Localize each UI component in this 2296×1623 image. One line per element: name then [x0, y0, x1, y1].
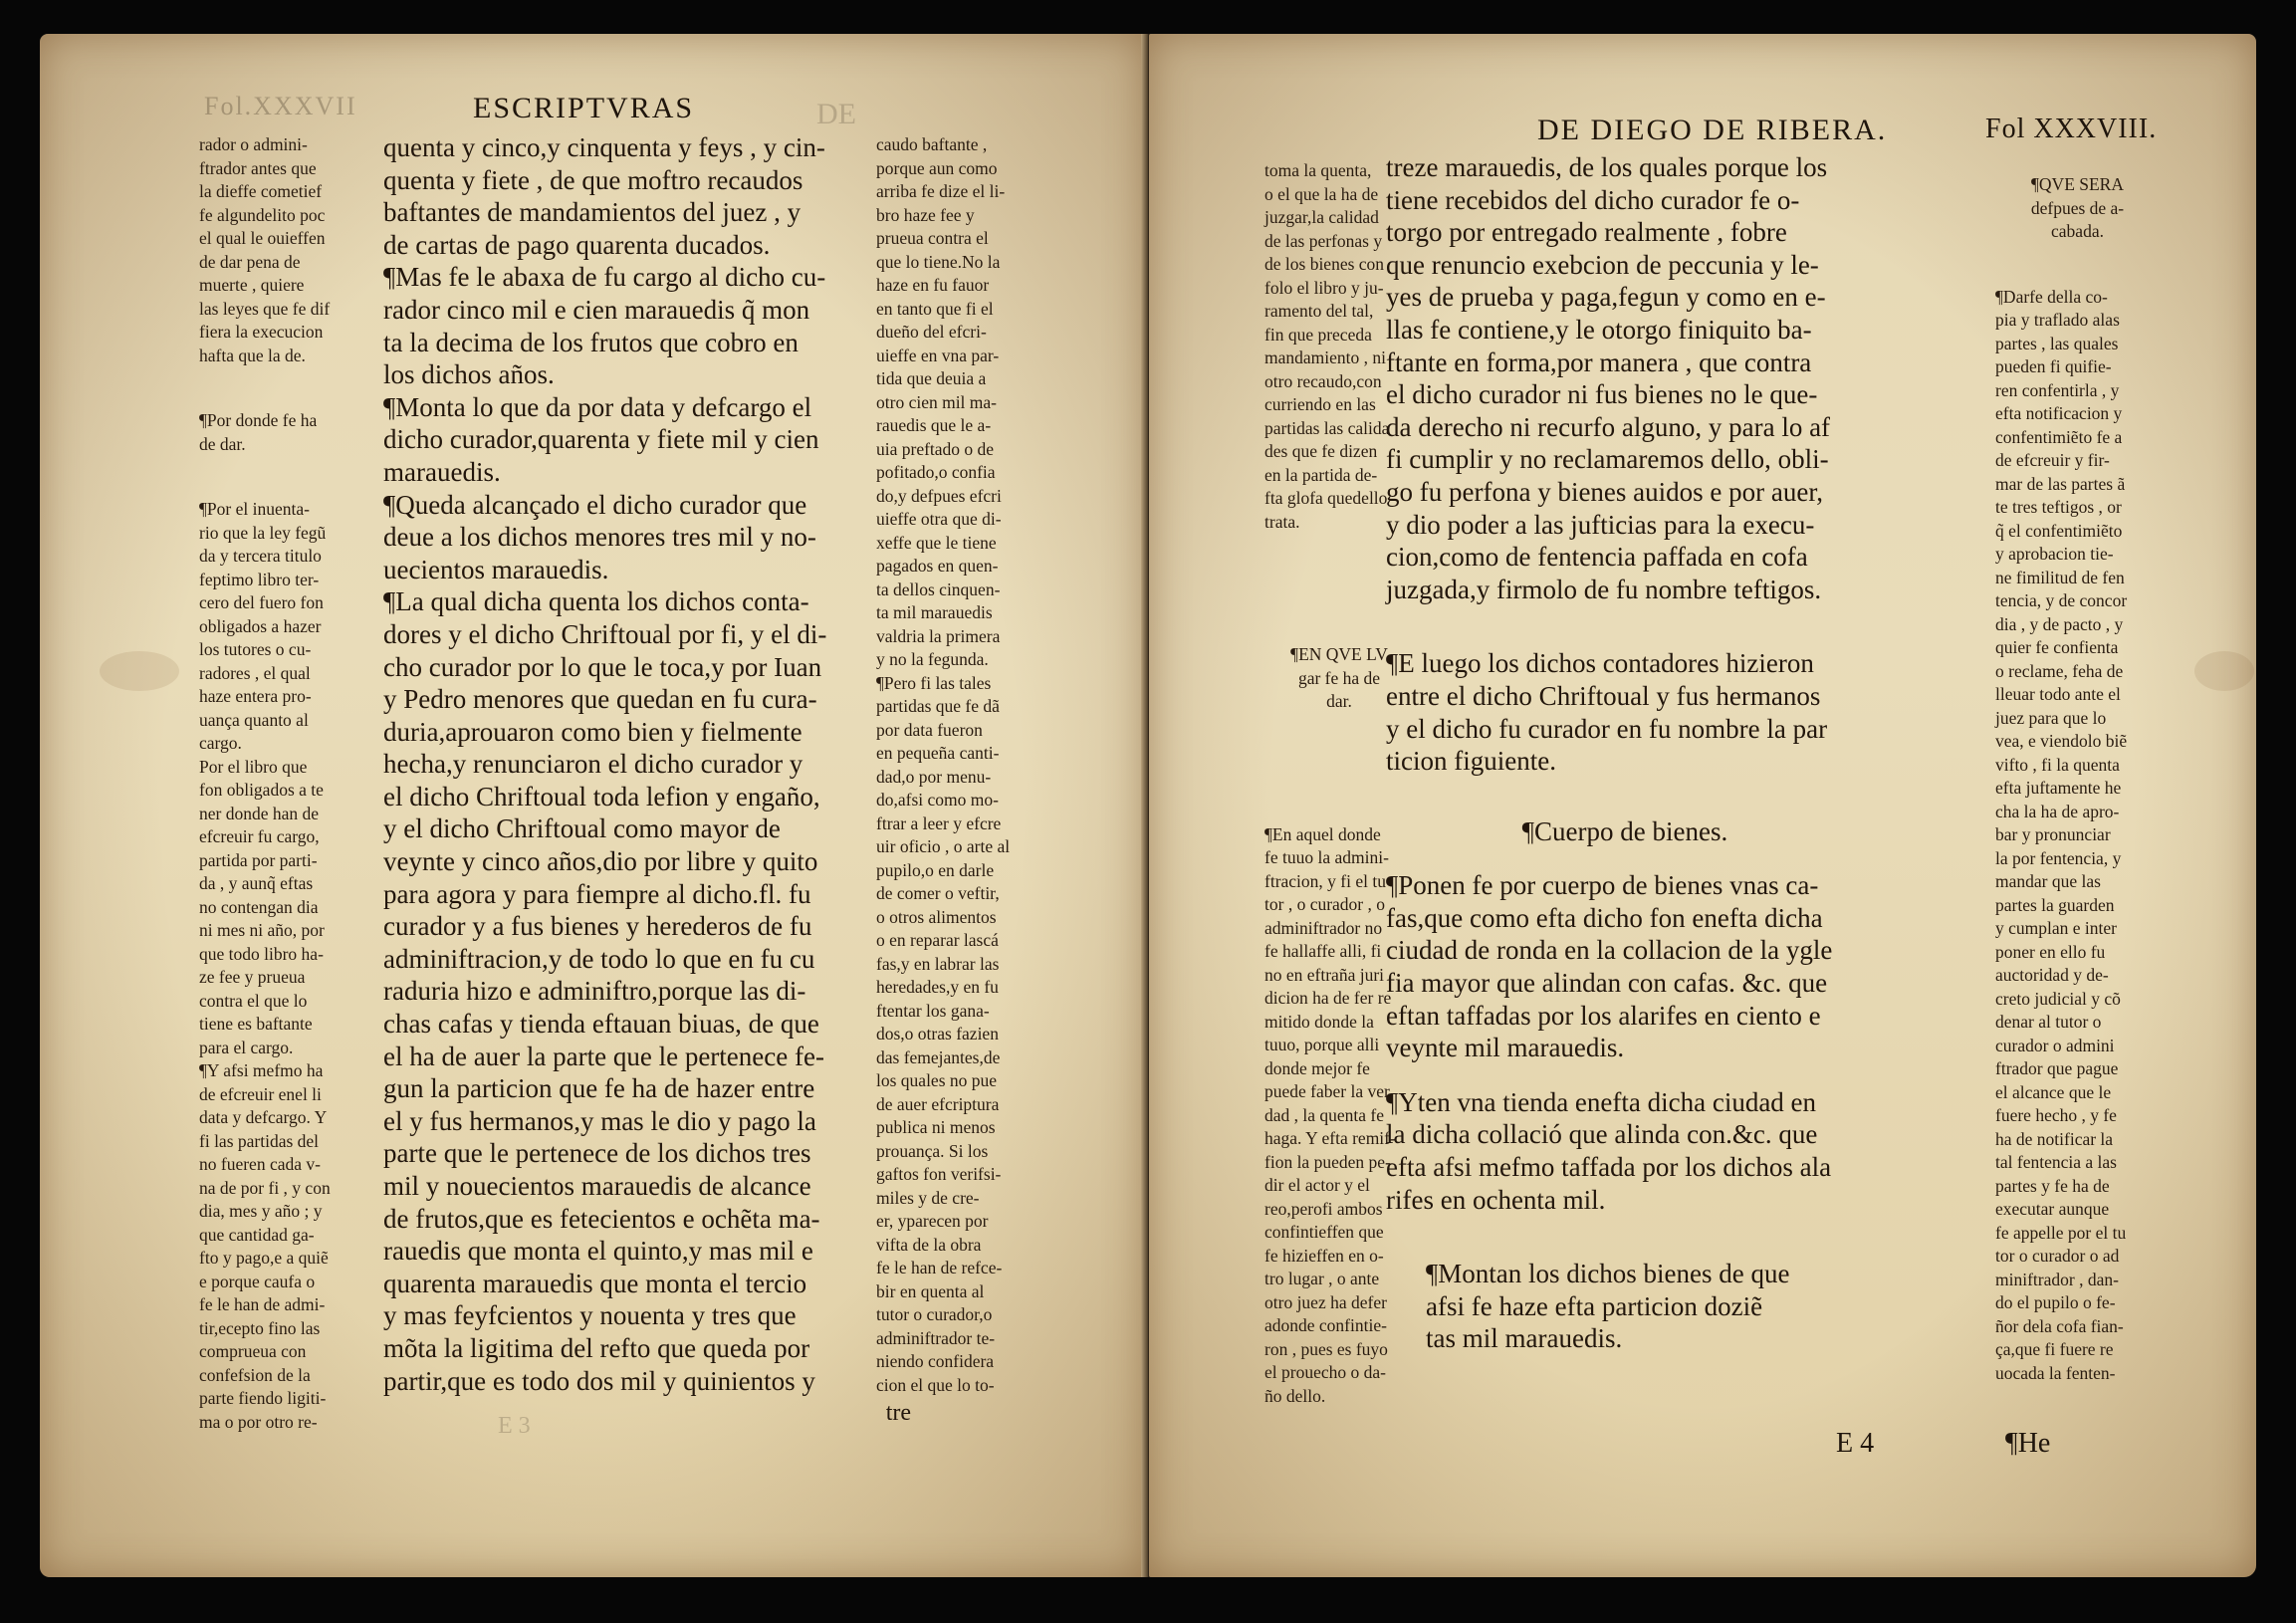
right-margin-notes [1995, 173, 2160, 1385]
bleed-through-left: DE [816, 98, 856, 130]
paragraph: ¶Monta lo que da por data y defcargo el dicho curador,quarenta y fiete mil y cien marauedis. [383, 391, 819, 487]
paragraph: ¶Queda alcançado el dicho curador que deue a los dichos menores tres mil y no- uecientos marauedis. [383, 489, 816, 584]
margin-note: ¶Darfe della co- pia y traflado alas partes , las quales pueden fi quifie- ren confentirla , y efta notificacion y confentimiẽto fe a de efcreuir y fir- mar de las partes ã te tres teftigos , or q̃ el confentimiẽto y aprobacion tie- ne fimilitud de fen tencia, y de concor dia , y de pacto , y quier fe confienta o reclame, feha de lleuar todo ante el juez para que lo vea, e viendolo biẽ vifto , fi la quenta efta juftamente he cha la ha de apro- bar y pronunciar la por fentencia, y mandar que las partes la guarden y cumplan e inter poner en ello fu auctoridad y de- creto judicial y cõ denar al tutor o curador o admini ftrador que pague el alcance que le fuere hecho , y fe ha de notificar la tal fentencia a las partes y fe ha de executar aunque fe appelle por el tu tor o curador o ad miniftrador , dan- do el pupilo o fe- ñor dela cofa fian- ça,que fi fuere re uocada la fenten- [1995, 286, 2128, 1383]
paragraph: ¶Ponen fe por cuerpo de bienes vnas ca- fas,que como efta dicho fon enefta dicha ciudad de ronda en la collacion de la ygle fia mayor que alindan con cafas. &c. que eftan taffadas por los alarifes en ciento e veynte mil marauedis. [1386, 870, 1833, 1063]
margin-note: toma la quenta, o el que la ha de juzgar,la calidad de las perfonas y de los bienes con folo el libro y ju- ramento del tal, fin que preceda mandamiento , ni otro recaudo,con curriendo en las partidas las calida des que fe dizen en la partida de- fta glofa quedello trata. [1264, 160, 1390, 532]
stain [2194, 651, 2254, 691]
stain [100, 651, 179, 691]
left-running-title: ESCRIPTVRAS [473, 92, 695, 124]
paragraph: ¶Yten vna tienda enefta dicha ciudad en la dicha collació que alinda con.&c. que efta afsi mefmo taffada por los dichos ala rifes en ochenta mil. [1386, 1086, 1832, 1215]
margin-note: rador o admini- ftrador antes que la dieffe cometief fe algundelito poc el qual le ouieffen de dar pena de muerte , quiere las leyes que fe dif fiera la execucion hafta que la de. [199, 134, 331, 365]
margin-note: ¶QVE SERA defpues de a- cabada. [2030, 174, 2125, 241]
margin-note: ¶EN QVE LV gar fe ha de dar. [1290, 644, 1388, 711]
left-folio-number: Fol.XXXVII [204, 92, 357, 120]
paragraph: quenta y cinco,y cinquenta y feys , y cin- quenta y fiete , de que moftro recaudos baftantes de mandamientos del juez , y de cartas de pago quarenta ducados. [383, 132, 825, 260]
right-page [1149, 34, 2256, 1577]
paragraph: ¶E luego los dichos contadores hizieron entre el dicho Chriftoual y fus hermanos y el dicho fu curador en fu nombre la par ticion figuiente. [1386, 648, 1828, 777]
right-signature-mark: E 4 [1836, 1428, 1875, 1459]
left-page [40, 34, 1145, 1577]
margin-note: ¶Por el inuenta- rio que la ley fegũ da y tercera titulo feptimo libro ter- cero del fuero fon obligados a hazer los tutores o cu- radores , el qual haze entera pro- uança quanto al cargo. Por el libro que fon obligados a te ner donde han de efcreuir fu cargo, partida por parti- da , y aunq̃ eftas no contengan dia ni mes ni año, por que todo libro ha- ze fee y prueua contra el que lo tiene es baftante para el cargo. ¶Y afsi mefmo ha de efcreuir enel li data y defcargo. Y fi las partidas del no fueren cada v- na de por fi , y con dia, mes y año ; y que cantidad ga- fto y pago,e a quiẽ e porque caufa o fe le han de admi- tir,ecepto fino las comprueua con confefsion de la parte fiendo ligiti- ma o por otro re- [199, 499, 331, 1432]
book-spread [40, 34, 2256, 1577]
left-signature-mark: E 3 [498, 1413, 531, 1439]
paragraph: ¶Montan los dichos bienes de que afsi fe haze efta particion doziẽ tas mil marauedis. [1426, 1259, 1790, 1354]
right-running-title: DE DIEGO DE RIBERA. [1537, 114, 1888, 146]
catchword: tre [885, 1400, 911, 1427]
margin-note: ¶Por donde fe ha de dar. [199, 410, 318, 454]
paragraph: ¶Mas fe le abaxa de fu cargo al dicho cu- rador cinco mil e cien marauedis q̃ mon ta la decima de los frutos que cobro en los dichos años. [383, 262, 826, 390]
left-margin-notes [199, 133, 408, 1434]
right-folio-number: Fol XXXVIII. [1985, 114, 2158, 144]
margin-note: ¶Pero fi las tales partidas que fe dã por data fueron en pequeña canti- dad,o por menu- do,afsi como mo- ftrar a leer y efcre uir oficio , o arte al pupilo,o en darle de comer o veftir, o otros alimentos o en reparar lascá fas,y en labrar las heredades,y en fu ftentar los gana- dos,o otras fazien das femejantes,de los quales no pue de auer efcriptura publica ni menos prouança. Si los gaftos fon verifsi- miles y de cre- er, yparecen por vifta de la obra fe le han de refce- bir en quenta al tutor o curador,o adminiftrador te- niendo confidera cion el que lo to- [876, 672, 1011, 1395]
paragraph: treze marauedis, de los quales porque los tiene recebidos del dicho curador fe o- torgo por entregado realmente , fobre que renuncio exebcion de peccunia y le- yes de prueba y paga,fegun y como en e- llas fe contiene,y le otorgo finiquito ba- ftante en forma,por manera , que contra el dicho curador ni fus bienes no le que- da derecho ni recurfo alguno, y para lo af fi cumplir y no reclamaremos dello, obli- go fu perfona y bienes auidos e por auer, y dio poder a las jufticias para la execu- cion,como de fentencia paffada en cofa juzgada,y firmolo de fu nombre teftigos. [1386, 152, 1831, 604]
section-heading: ¶Cuerpo de bienes. [1521, 815, 1728, 846]
paragraph: ¶La qual dicha quenta los dichos conta- dores y el dicho Chriftoual por fi, y el di- cho curador por lo que le toca,y por Iuan y Pedro menores que quedan en fu cura- duria,aprouaron como bien y fielmente hecha,y renunciaron el dicho curador y el dicho Chriftoual toda lefion y engaño, y el dicho Chriftoual como mayor de veynte y cinco años,dio por libre y quito para agora y para fiempre al dicho.fl. fu curador y a fus bienes y herederos de fu adminiftracion,y de todo lo que en fu cu raduria hizo e adminiftro,porque las di- chas cafas y tienda eftauan biuas, de que el ha de auer la parte que le pertenece fe- gun la particion que fe ha de hazer entre el y fus hermanos,y mas le dio y pago la parte que le pertenece de los dichos tres mil y nouecientos marauedis de alcance de frutos,que es fetecientos e ochẽta ma- rauedis que monta el quinto,y mas mil e quarenta marauedis que monta el tercio y mas feyfcientos y nouenta y tres que mõta la ligitima del refto que queda por partir,que es todo dos mil y quinientos y [383, 586, 827, 1396]
left-inner-notes [876, 133, 1075, 1397]
margin-note: ¶En aquel donde fe tuuo la admini- ftracion, y fi el tu- tor , o curador , o adminiftrador no fe hallaffe alli, fi no en eftraña juri dicion ha de fer re mitido donde la tuuo, porque alli donde mejor fe puede faber la ver dad , la quenta fe haga. Y efta remif- fion la pueden pe- dir el actor y el reo,perofi ambos confintieffen que fe hizieffen en o- tro lugar , o ante otro juez ha defer adonde confintie- ron , pues es fuyo el prouecho o da- ño dello. [1264, 823, 1396, 1406]
left-main-text [383, 131, 911, 1430]
right-main-text [1386, 151, 1864, 1355]
margin-note: caudo baftante , porque aun como arriba fe dize el li- bro haze fee y prueua contra el que lo tiene.No la haze en fu fauor en tanto que fi el dueño del efcri- uieffe en vna par- tida que deuia a otro cien mil ma- rauedis que le a- uia preftado o de pofitado,o confia do,y defpues efcri uieffe otra que di- xeffe que le tiene pagados en quen- ta dellos cinquen- ta mil marauedis valdria la primera y no la fegunda. [876, 134, 1006, 669]
right-catchword: ¶He [2005, 1428, 2051, 1459]
